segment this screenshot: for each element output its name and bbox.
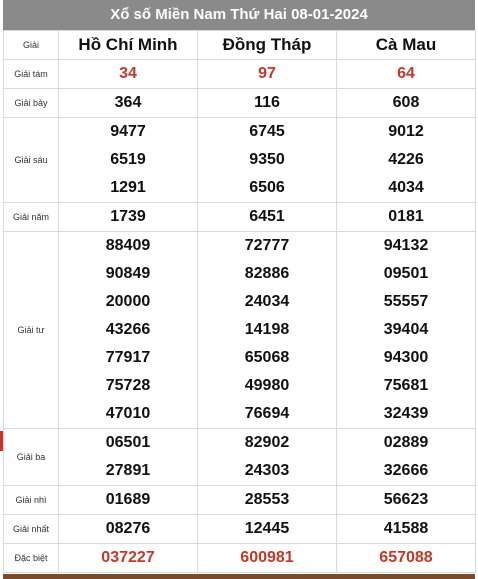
winning-number: 82902 xyxy=(244,434,290,451)
winning-number: 82886 xyxy=(244,265,290,282)
winning-number: 65068 xyxy=(244,349,290,366)
winning-number: 77917 xyxy=(105,349,151,366)
province-cell xyxy=(59,203,198,232)
winning-number: 97 xyxy=(258,65,276,82)
winning-number: 1291 xyxy=(110,179,146,196)
province-cell xyxy=(337,515,476,544)
prize-row xyxy=(4,118,476,203)
winning-number: 600981 xyxy=(240,549,294,566)
province-header[interactable]: Hồ Chí Minh xyxy=(59,31,198,60)
winning-number: 43266 xyxy=(105,321,151,338)
prize-label: Giải sáu xyxy=(4,118,59,203)
results-title: Xổ số Miền Nam Thứ Hai 08-01-2024 xyxy=(3,0,475,30)
winning-number: 34 xyxy=(119,65,137,82)
province-cell xyxy=(59,429,198,486)
prize-row xyxy=(4,544,476,573)
province-cell xyxy=(198,429,337,486)
winning-number: 24303 xyxy=(244,462,290,479)
winning-number: 24034 xyxy=(244,293,290,310)
province-cell xyxy=(198,118,337,203)
prize-label: Giải tư xyxy=(4,232,59,429)
winning-number: 9350 xyxy=(249,151,285,168)
province-cell xyxy=(198,232,337,429)
province-cell xyxy=(198,89,337,118)
province-cell xyxy=(59,486,198,515)
winning-number: 32439 xyxy=(383,405,429,422)
winning-number: 0181 xyxy=(388,208,424,225)
province-cell xyxy=(337,118,476,203)
province-header[interactable]: Cà Mau xyxy=(337,31,476,60)
winning-number: 6519 xyxy=(110,151,146,168)
province-cell xyxy=(59,118,198,203)
prize-row xyxy=(4,203,476,232)
winning-number: 01689 xyxy=(105,491,151,508)
prize-row xyxy=(4,60,476,89)
winning-number: 90849 xyxy=(105,265,151,282)
province-cell xyxy=(59,544,198,573)
winning-number: 1739 xyxy=(110,208,146,225)
prize-label: Giải tám xyxy=(4,60,59,89)
province-cell xyxy=(198,486,337,515)
winning-number: 39404 xyxy=(383,321,429,338)
winning-number: 47010 xyxy=(105,405,151,422)
province-cell xyxy=(198,544,337,573)
lottery-results xyxy=(3,0,475,573)
winning-number: 14198 xyxy=(244,321,290,338)
winning-number: 56623 xyxy=(383,491,429,508)
winning-number: 64 xyxy=(397,65,415,82)
winning-number: 06501 xyxy=(105,434,151,451)
province-cell xyxy=(59,89,198,118)
winning-number: 12445 xyxy=(244,520,290,537)
prize-label: Giải nhất xyxy=(4,515,59,544)
winning-number: 9477 xyxy=(110,123,146,140)
province-cell xyxy=(337,486,476,515)
province-cell xyxy=(198,203,337,232)
province-cell xyxy=(337,60,476,89)
province-cell xyxy=(337,429,476,486)
winning-number: 9012 xyxy=(388,123,424,140)
prize-row xyxy=(4,232,476,429)
winning-number: 32666 xyxy=(383,462,429,479)
winning-number: 72777 xyxy=(244,237,290,254)
province-cell xyxy=(337,232,476,429)
winning-number: 608 xyxy=(392,94,420,111)
winning-number: 20000 xyxy=(105,293,151,310)
province-cell xyxy=(59,515,198,544)
province-cell xyxy=(59,232,198,429)
winning-number: 6451 xyxy=(249,208,285,225)
prize-label: Giải nhì xyxy=(4,486,59,515)
prize-row xyxy=(4,429,476,486)
winning-number: 6506 xyxy=(249,179,285,196)
winning-number: 08276 xyxy=(105,520,151,537)
winning-number: 657088 xyxy=(379,549,433,566)
province-cell xyxy=(59,60,198,89)
winning-number: 76694 xyxy=(244,405,290,422)
winning-number: 88409 xyxy=(105,237,151,254)
prize-label: Giải năm xyxy=(4,203,59,232)
winning-number: 116 xyxy=(254,94,280,111)
province-cell xyxy=(198,515,337,544)
winning-number: 55557 xyxy=(383,293,429,310)
winning-number: 49980 xyxy=(244,377,290,394)
winning-number: 94132 xyxy=(383,237,429,254)
province-cell xyxy=(337,203,476,232)
prize-column-header: Giải xyxy=(4,31,59,60)
winning-number: 75681 xyxy=(383,377,429,394)
winning-number: 6745 xyxy=(249,123,285,140)
prize-row xyxy=(4,515,476,544)
bottom-bar xyxy=(3,574,475,579)
results-table xyxy=(3,30,476,573)
province-header[interactable]: Đồng Tháp xyxy=(198,31,337,60)
winning-number: 02889 xyxy=(383,434,429,451)
winning-number: 41588 xyxy=(383,520,429,537)
province-cell xyxy=(337,544,476,573)
province-cell xyxy=(337,89,476,118)
winning-number: 4034 xyxy=(388,179,424,196)
winning-number: 4226 xyxy=(388,151,424,168)
winning-number: 75728 xyxy=(105,377,151,394)
prize-row xyxy=(4,89,476,118)
winning-number: 364 xyxy=(114,94,142,111)
prize-label: Đặc biệt xyxy=(4,544,59,573)
winning-number: 09501 xyxy=(383,265,429,282)
winning-number: 28553 xyxy=(244,491,290,508)
winning-number: 037227 xyxy=(101,549,155,566)
province-cell xyxy=(198,60,337,89)
winning-number: 94300 xyxy=(383,349,429,366)
prize-label: Giải bảy xyxy=(4,89,59,118)
winning-number: 27891 xyxy=(105,462,151,479)
header-row xyxy=(4,31,476,60)
prize-label: Giải ba xyxy=(4,429,59,486)
prize-row xyxy=(4,486,476,515)
